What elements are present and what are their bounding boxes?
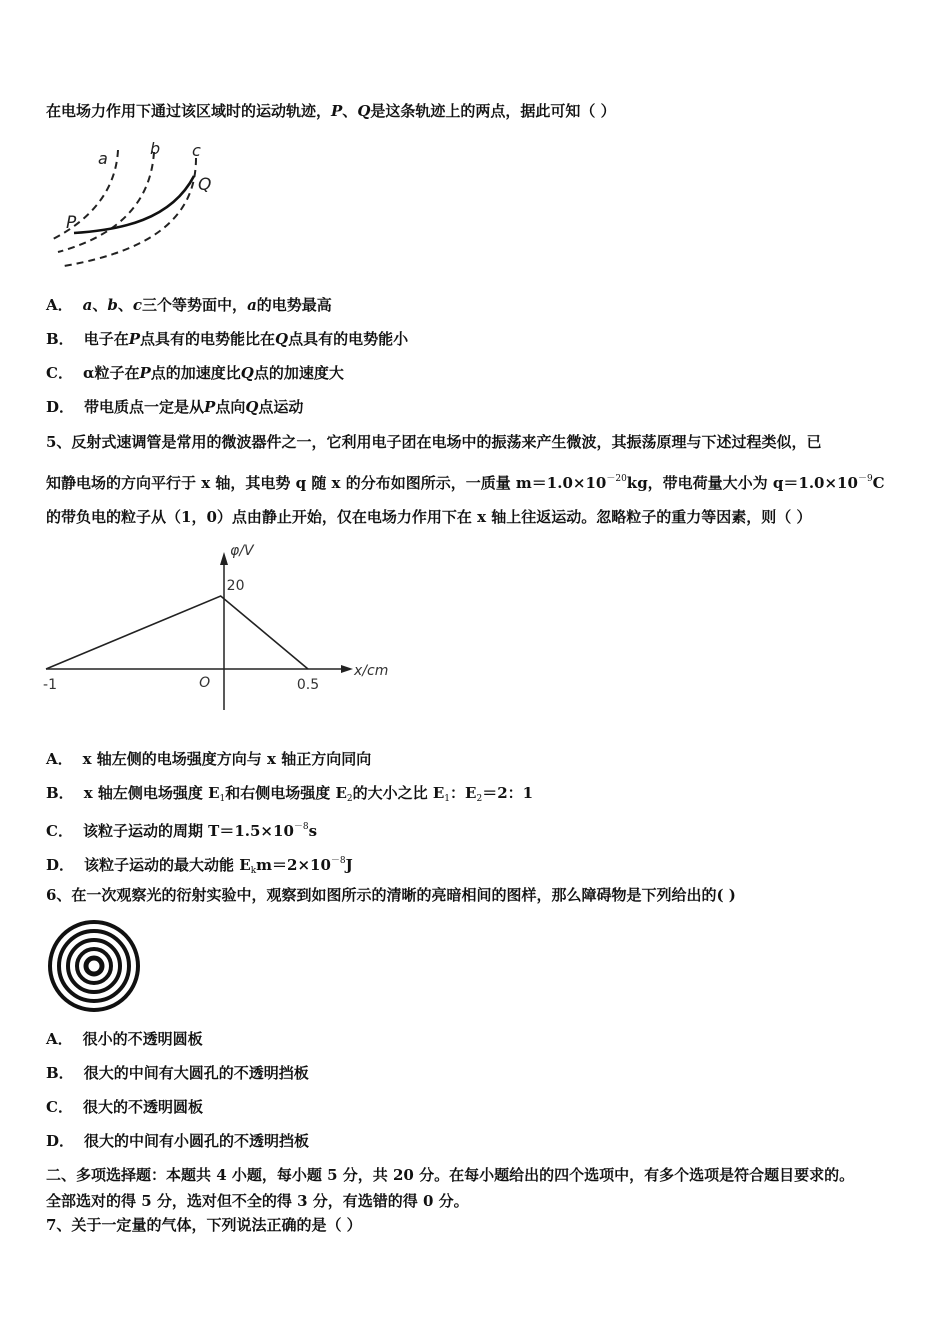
q6-option-b [46, 1063, 309, 1083]
option-part: 带电质点一定是从 [84, 398, 205, 416]
q6-diffraction-pattern [46, 918, 142, 1014]
option-letter: D． [46, 1132, 75, 1150]
diffraction-center-ring [86, 958, 102, 974]
y-axis-label: φ/V [230, 543, 254, 559]
option-part: 点运动 [258, 398, 304, 416]
exponent: －8 [293, 822, 309, 832]
q4-option-a [46, 295, 332, 315]
exponent: －9 [857, 474, 873, 484]
figure-label-c: c [192, 141, 201, 160]
y-tick-label: 20 [226, 578, 245, 594]
option-part: 三个等势面中， [142, 296, 248, 314]
q4-option-b [46, 329, 408, 349]
figure-label-p: P [66, 213, 77, 233]
subscript: 2 [346, 794, 353, 804]
x-tick-label: -1 [43, 677, 57, 693]
option-text: 很小的不透明圆板 [82, 1030, 203, 1048]
q4-option-c [46, 363, 344, 383]
option-part: P [204, 398, 216, 416]
q5-option-a [46, 749, 371, 769]
option-letter: C． [46, 822, 73, 840]
option-letter: C． [46, 364, 73, 382]
option-letter: A． [46, 296, 73, 314]
option-part: 点的加速度大 [253, 364, 344, 382]
option-part: m＝2×10 [256, 856, 331, 874]
q5-option-b [46, 783, 533, 809]
option-part: 该粒子运动的最大动能 E [84, 856, 251, 874]
option-text: 很大的中间有小圆孔的不透明挡板 [84, 1132, 310, 1150]
q5-stem-part: C [872, 474, 885, 492]
q6-stem: 6、在一次观察光的衍射实验中，观察到如图所示的清晰的亮暗相间的图样，那么障碍物是下列给出的( ) [46, 886, 736, 904]
q5-stem-part: 知静电场的方向平行于 x 轴，其电势 q 随 x 的分布如图所示，一质量 m＝1.0×10 [46, 474, 607, 492]
x-axis-arrow [341, 665, 353, 673]
option-text: 很大的不透明圆板 [82, 1098, 203, 1116]
exponent: －8 [330, 856, 346, 866]
option-text: 很大的中间有大圆孔的不透明挡板 [83, 1064, 309, 1082]
figure-label-b: b [150, 139, 161, 158]
subscript: 1 [219, 794, 226, 804]
exponent: －20 [606, 474, 627, 484]
option-letter: B． [46, 784, 74, 802]
q4-option-d [46, 397, 303, 417]
q5-option-d [46, 851, 353, 881]
equipotential-line-a [51, 150, 118, 240]
option-part: s [308, 822, 318, 840]
q5-potential-chart [40, 540, 400, 715]
q4-stem-part: 在电场力作用下通过该区域时的运动轨迹， [46, 102, 332, 120]
option-part: α粒子在 [82, 364, 140, 382]
option-part: ：E [450, 784, 477, 802]
option-part: 的大小之比 E [352, 784, 445, 802]
option-letter: C． [46, 1098, 73, 1116]
subscript: 2 [476, 794, 483, 804]
option-part: 该粒子运动的周期 T＝1.5×10 [82, 822, 294, 840]
option-part: Q [240, 364, 254, 382]
q5-stem-line2 [46, 469, 885, 493]
option-part: 、 [117, 296, 133, 314]
q6-option-a [46, 1029, 203, 1049]
option-part: 电子在 [83, 330, 129, 348]
x-tick-label: O [199, 675, 211, 691]
option-part: ＝2：1 [482, 784, 534, 802]
option-part: 点具有的电势能小 [288, 330, 409, 348]
x-axis-label: x/cm [354, 663, 389, 679]
option-part: P [139, 364, 151, 382]
subscript: 1 [444, 794, 451, 804]
option-part: a [247, 296, 257, 314]
x-tick-label: 0.5 [296, 677, 320, 693]
option-part: 和右侧电场强度 E [225, 784, 347, 802]
option-letter: B． [46, 1064, 74, 1082]
section2-instructions-line1: 二、多项选择题：本题共 4 小题，每小题 5 分，共 20 分。在每小题给出的四个选项中，有多个选项是符合题目要求的。 [46, 1166, 855, 1184]
q4-equipotential-figure [46, 140, 226, 270]
series-line [46, 596, 308, 669]
q5-stem-line3: 的带负电的粒子从（1，0）点由静止开始，仅在电场力作用下在 x 轴上往返运动。忽略粒子的重力等因素，则（ ） [46, 508, 812, 526]
option-part: 、 [92, 296, 108, 314]
option-part: 的电势最高 [256, 296, 332, 314]
option-part: x 轴左侧电场强度 E [83, 784, 220, 802]
q5-stem-line1: 5、反射式速调管是常用的微波器件之一，它利用电子团在电场中的振荡来产生微波，其振荡原理与下述过程类似，已 [46, 433, 822, 451]
option-part: 点具有的电势能比在 [139, 330, 275, 348]
q7-stem: 7、关于一定量的气体，下列说法正确的是（ ） [46, 1216, 362, 1234]
q4-stem-sep: 、 [342, 102, 358, 120]
figure-label-a: a [98, 149, 108, 168]
option-part: Q [275, 330, 289, 348]
option-part: P [128, 330, 140, 348]
option-text: x 轴左侧的电场强度方向与 x 轴正方向同向 [82, 750, 372, 768]
option-part: J [345, 856, 353, 874]
q4-stem [46, 101, 616, 121]
subscript: k [250, 866, 257, 876]
q5-option-c [46, 817, 317, 841]
y-axis-arrow [220, 552, 228, 565]
option-part: Q [245, 398, 259, 416]
option-part: a [82, 296, 93, 314]
q6-option-d [46, 1131, 309, 1151]
option-part: 点向 [215, 398, 246, 416]
trajectory-curve [74, 176, 194, 233]
option-part: b [107, 296, 118, 314]
diffraction-ring [50, 922, 138, 1010]
q6-option-c [46, 1097, 203, 1117]
section2-instructions-line2: 全部选对的得 5 分，选对但不全的得 3 分，有选错的得 0 分。 [46, 1192, 469, 1210]
diffraction-ring [77, 949, 111, 983]
option-letter: D． [46, 398, 75, 416]
option-part: c [132, 296, 143, 314]
option-letter: D． [46, 856, 75, 874]
option-letter: A． [46, 750, 73, 768]
figure-label-q: Q [198, 175, 212, 195]
q4-stem-part: 是这条轨迹上的两点，据此可知（ ） [370, 102, 616, 120]
option-part: 点的加速度比 [150, 364, 241, 382]
option-letter: A． [46, 1030, 73, 1048]
option-letter: B． [46, 330, 74, 348]
q4-stem-q: Q [357, 102, 371, 120]
q4-stem-p: P [331, 102, 343, 120]
q5-stem-part: kg，带电荷量大小为 q＝1.0×10 [626, 474, 858, 492]
